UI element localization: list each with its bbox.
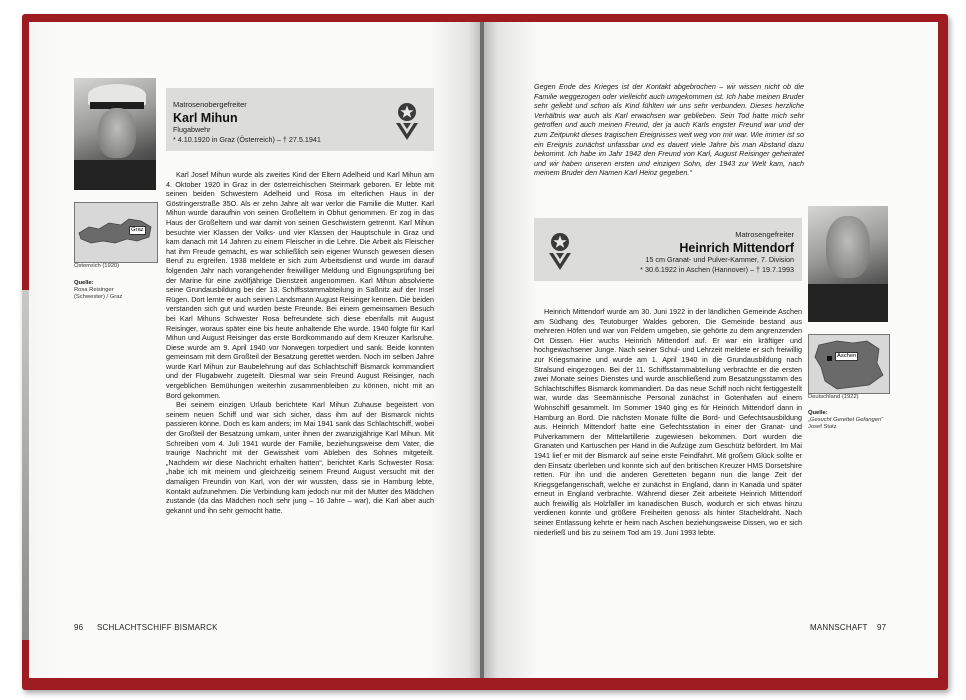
article-body — [166, 170, 434, 515]
left-page — [29, 22, 482, 678]
profile-dates: * 4.10.1920 in Graz (Österreich) – † 27.5.1941 — [173, 135, 321, 144]
location-map-austria — [74, 202, 158, 263]
profile-name: Heinrich Mittendorf — [679, 241, 794, 255]
source-note — [808, 410, 918, 431]
rank-badge-icon — [395, 102, 419, 142]
location-map-germany — [808, 334, 890, 394]
right-page — [484, 22, 938, 678]
profile-header-box — [534, 218, 802, 281]
source-line: (Schwester) / Graz — [74, 294, 123, 300]
portrait-photo-karl-mihun — [74, 78, 156, 190]
profile-rank: Matrosengefreiter — [735, 230, 794, 239]
rank-badge-icon — [548, 232, 572, 272]
map-caption: Deutschland (1922) — [808, 394, 859, 400]
profile-unit: 15 cm Granat- und Pulver-Kammer, 7. Division — [645, 255, 794, 264]
page-number: 96 — [74, 623, 84, 632]
paragraph: Karl Josef Mihun wurde als zweites Kind der Eltern Adelheid und Karl Mihun am 4. Oktober 1920 in Graz in der österreichischen Steirmark geboren. Er lebte mit seinen beiden Schwestern Adelheid und Rosa im elterlichen Haus in der Göstringerstraße 35O. Als er zehn Jahre alt war verlor die Familie die Mutter. Karl Mihun wurde daraufhin von seinen Großeltern in Obhut genommen. Er zog in das Haus der Großeltern und war damit von seinen Geschwistern getrennt. Karl Mihun besuchte vier Klassen der Volks- und vier Klassen der Hauptschule in Graz und kam danach mit 14 Jahren zu einem Fleischer in die Lehre. Die Arbeit als Fleischer hat ihm Freude gemacht, es war schließlich sein eigener Wunsch gewesen diesen Beruf zu ergreifen. 1938 meldete er sich zum Arbeitsdienst und wurde im darauf folgenden Jahr nach vorangehender freiwilliger Meldung und Eignungsprüfung bei der Marine für eine zwölfjährige Dienstzeit angenommen. Karl Mihun absolvierte seine Grundausbildung bei der 13. Schiffsstammabteilung in Saßnitz auf der Insel Rügen. Dort lernte er auch seinen Landsmann August Reisinger kennen. Die beiden verstanden sich gut und wurden beste Freunde. Bei einem gemeinsamen Besuch bei Karl Mihuns Schwester Rosa befreundete sich diese ebenfalls mit August Reisinger, woraus später eine bis heute anhaltende Ehe wurde. 1940 folgte für Karl Mihun und August Reisinger das erste Bordkommando auf dem Kreuzer Karlsruhe. Diese wurde am 9. April 1940 vor Norwegen torpediert und sank. Beide konnten gemeinsam mit dem Großteil der Besatzung gerettet werden. Noch im selben Jahre wurde Karl Mihun zur Baubelehrung auf das Schlachtschiff Bismarck kommandiert und der Flugabwehr zugeteilt. Diesmal war sein Freund August Reisinger, nach vergeblichen Bemühungen weiterhin zusammenbleiben zu können, nicht mit an Bord gekommen. — [166, 170, 434, 400]
page-stack-edge — [22, 290, 29, 640]
page-number: 97 — [877, 623, 887, 632]
running-head: MANNSCHAFT — [810, 623, 868, 632]
running-head: SCHLACHTSCHIFF BISMARCK — [97, 623, 218, 632]
paragraph: Bei seinem einzigen Urlaub berichtete Karl Mihun Zuhause begeistert von seinem neuen Schiff und war sich sicher, dass ihm auf der Bismarck nichts passieren könne. Doch es kam anders; im Mai 1941 sank das Schlachtschiff, wobei der Großteil der Besatzung umkam, unter ihnen der zwanzigjährige Karl Mihun. Mit Schreiben vom 4. Juli 1941 wurde der Familie, beziehungsweise dem Vater, die traurige Nachricht mit der Gewissheit vom Ableben des Sohnes mitgeteilt. „Nachdem wir diese Nachricht erhalten hatten“, berichtet Karls Schwester Rosa: „habe ich mit meinem und gleichzeitig seinem Freund August versucht mit der damaligen Freundin von Karl, von der wir wussten, dass sie in Hamburg lebte, Kontakt aufzunehmen. Die Verbindung kam jedoch nur mit der Mutter des Mädchen zustande (da das Mädchen noch sehr jung – 16 Jahre – war), die Karl aber auch gekannt und ihn sehr gemocht hatte. — [166, 400, 434, 515]
map-place-label: Aschen — [837, 353, 857, 359]
source-heading: Quelle: — [808, 410, 828, 416]
profile-unit: Flugabwehr — [173, 125, 211, 134]
source-note — [74, 280, 156, 301]
source-line: Josef Statz — [808, 424, 837, 430]
profile-header-box — [166, 88, 434, 151]
article-body — [534, 307, 802, 537]
profile-rank: Matrosenobergefreiter — [173, 100, 247, 109]
source-line: Rosa Reisinger — [74, 287, 114, 293]
source-heading: Quelle: — [74, 280, 94, 286]
source-line: „Gesucht Gerettet Gefangen“ — [808, 417, 884, 423]
portrait-photo-heinrich-mittendorf — [808, 206, 888, 322]
profile-name: Karl Mihun — [173, 111, 238, 125]
paragraph: Heinrich Mittendorf wurde am 30. Juni 1922 in der ländlichen Gemeinde Aschen am Südhang des Teutoburger Waldes geboren. Die Gemeinde bestand aus mehreren Höfen und war von Feldern umgeben, sie gehörte zu dem angrenzenden Ort Dissen. Hier wuchs Heinrich Mittendorf auf. Er war ein kräftiger und hochgewachsener Junge. Nach seiner Schul- und Lehrzeit meldete er sich freiwillig zur Kriegsmarine und wurde am 1. April 1940 in die Grundausbildung nach Stralsund eingezogen. Bei der 11. Schiffsstammabteilung verbrachte er die ersten zwei Monate seines Dienstes und wurde anschließend zum Besatzungsstamm des Schlachtschiffes Bismarck kommandiert. Da das neue Schiff noch nicht fertiggestellt war, wurde das Seemännische Personal zunächst in Gotenhafen auf einem Wohnschiff gesammelt. Im Sommer 1940 ging es für Heinrich Mittendorf dann in Hamburg an Bord. Die nächsten Monate füllte die Bord- und Gefechtsausbildung aus. Heinrich Mittendorf hatte eine Gefechtsstation in einer der Granat- und Pulverkammern der Mittelartillerie zugewiesen bekommen. Dort wurden die Granaten und Kartuschen per Hand in die Aufzüge zum Geschütz befördert. Im Mai 1941 lief er mit der Bismarck auf seine erste Feindfahrt. Mit großem Glück sollte er den Einsatz überleben und konnte sich auf den britischen Kreuzer HMS Dorsetshire retten. Für ihn und die anderen Geretteten begann nun die lange Zeit der Kriegsgefangenschaft, welche er zunächst in England, dann in Kanada und später erneut in England verbrachte. Während dieser Zeit arbeitete Heinrich Mittendorf auch freiwillig als Holzfäller im kanadischen Busch, wodurch er sich etwas hinzu verdienen konnte und größere Freiheiten genoss als hinter Stacheldraht. Nach seiner Entlassung kehrte er heim nach Aschen beziehungsweise Dissen, wo er sich niederließ und bis zu seinem Tod am 19. Juni 1993 lebte. — [534, 307, 802, 537]
map-place-label: Graz — [131, 227, 144, 233]
profile-dates: * 30.6.1922 in Aschen (Hannover) – † 19.7.1993 — [640, 265, 794, 274]
map-caption: Österreich (1920) — [74, 263, 120, 269]
quote-continuation: Gegen Ende des Krieges ist der Kontakt abgebrochen – wir wissen nicht ob die Familie weggezogen oder vielleicht auch umgekommen ist. Ich habe meinen Bruder sehr geliebt und schon als Kind fühlten wir uns sehr verbunden. Dieses herzliche Verhältnis war auch als Karl erwachsen war geblieben. Sein Tod hatte mich sehr getroffen und auch meinen Freund, der ja auch Karls engster Freund war und der zum Zeitpunkt dieses tragischen Ereignisses weit weg von mir war. Wie immer ist so ein Ereignis zunächst unfassbar und es dauert viele Jahre bis man Abstand dazu bekommt. Ich habe im Jahr 1942 den Freund von Karl, August Reisinger geheiratet und wir haben unseren ersten und einzigen Sohn, der 1943 zur Welt kam, nach meinem Bruder den Namen Karl Heinz gegeben.“ — [534, 82, 804, 178]
